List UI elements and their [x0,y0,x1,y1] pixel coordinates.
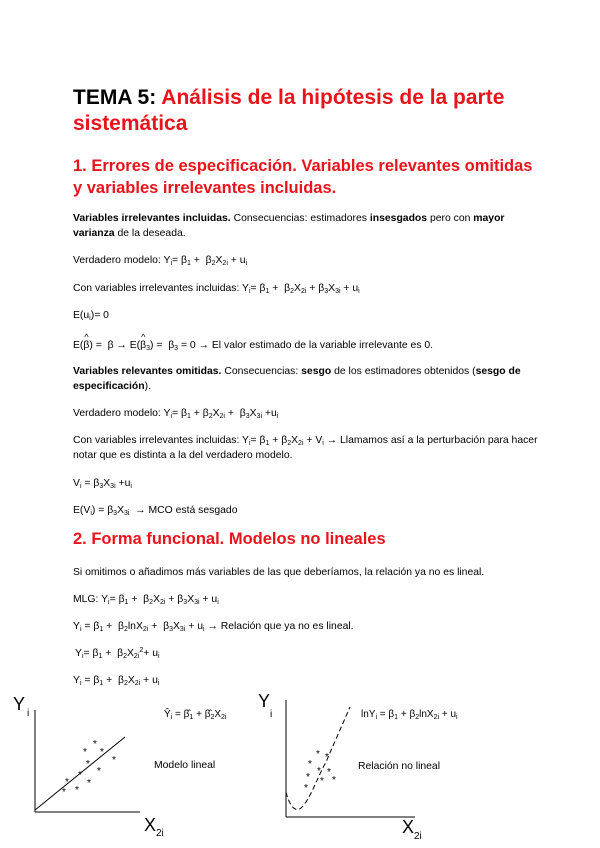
scatter-point: * [75,785,79,796]
log-equation: $Y_i = \beta_1 + \beta_2\ln X_{2i} + \beta_3X_{3i} + u_i$ → Relación que ya no es lineal. [73,621,354,633]
y-axis-sub: i [27,708,30,719]
scatter-point: * [65,777,69,788]
scatter-point: * [317,766,321,777]
scatter-point: * [100,747,104,758]
nonlinear-model-diagram [258,680,600,848]
section-2-intro: Si omitimos o añadimos más variables de las que deberíamos, la relación ya no es lineal. [73,567,485,578]
chart-caption: Relación no lineal [358,761,441,772]
x-axis-label: X [402,817,415,837]
scatter-point: * [86,759,90,770]
quadratic-equation: $Y_i= \beta_1 + \beta_2X_{2i}^2+ u_i$ [75,647,160,660]
scatter-point: * [332,775,336,786]
scatter-point: * [62,787,66,798]
log-model-equation: $\ln Y_i = \beta_1 + \beta_2\ln X_{2i} + u_i$ [361,709,458,721]
y-axis-label: Y [13,694,26,714]
scatter-point: * [87,778,91,789]
scatter-point: * [304,783,308,794]
expectativa-v: $E(V_i) = \beta_3X_{3i}$ → MCO está sesgado [73,505,238,517]
section-1-heading: 1. Errores de especificación. Variables relevantes omitidas y variables irrelevantes incluidas. [73,157,533,197]
con-irrelevantes-2: Con variables irrelevantes incluidas: $Y_i= \beta_1 + \beta_2X_{2i} + V_i$ → Llamamos así a la perturbación para hacer notar que es distinta a la del verdadero modelo. [73,435,538,461]
chart-caption: Modelo lineal [154,760,216,771]
con-irrelevantes-1: Con variables irrelevantes incluidas: $Y_i= \beta_1 + \beta_2X_{2i} + \beta_3X_{3i} + u_i$ [73,283,360,295]
scatter-point: * [306,772,310,783]
expectativa-beta: E(^ β) = β → E(^ $\beta_3) = \beta_3 = 0 \to El$ valor estimado de la variable irrelevante es 0. [73,338,543,353]
scatter-point: * [316,749,320,760]
irrelevantes-paragraph: Variables irrelevantes incluidas. Consecuencias: estimadores insesgados pero con mayor varianza de la deseada. [73,213,505,239]
relevantes-paragraph: Variables relevantes omitidas. Consecuencias: sesgo de los estimadores obtenidos (sesgo de especificación). [73,366,521,392]
expectativa-u: $E(u_i)= 0$ [73,310,109,322]
y-axis-sub: i [270,709,273,720]
scatter-point: * [308,759,312,770]
scatter-point: * [83,747,87,758]
scatter-point: * [93,739,97,750]
x-axis-label: X [144,815,157,835]
mlg-equation: MLG: $Y_i= \beta_1 + \beta_2X_{2i} + \beta_3X_{3i} + u_i$ [73,594,219,606]
scatter-points [304,749,336,794]
verdadero-modelo-2: Verdadero modelo: $Y_i= \beta_1 + \beta_2X_{2i} + \beta_3X_{3i} +u_i$ [73,408,279,420]
scatter-point: * [112,755,116,766]
v-definicion: $V_i = \beta_3X_{3i} +u_i$ [73,478,132,490]
scatter-point: * [97,766,101,777]
linear-equation: $Y_i = \beta_1 + \beta_2X_{2i} + u_i$ [73,675,160,687]
scatter-points [62,739,116,798]
verdadero-modelo-1: Verdadero modelo: $Y_i= \beta_1 + \beta_2X_{2i} + u_i$ [73,255,248,267]
scatter-point: * [78,770,82,781]
x-axis-sub: 2i [156,828,164,839]
page-title: TEMA 5: Análisis de la hipótesis de la parte sistemática [73,86,505,135]
linear-model-diagram [0,690,300,848]
scatter-point: * [325,752,329,763]
x-axis-sub: 2i [414,831,422,842]
scatter-point: * [320,776,324,787]
section-2-heading: 2. Forma funcional. Modelos no lineales [73,530,386,548]
scatter-point: * [327,767,331,778]
fitted-equation: $Ŷ_i$ = $\betâ_1$ + $\betâ_2X_{2i}$ [164,709,227,721]
y-axis-label: Y [258,691,271,711]
